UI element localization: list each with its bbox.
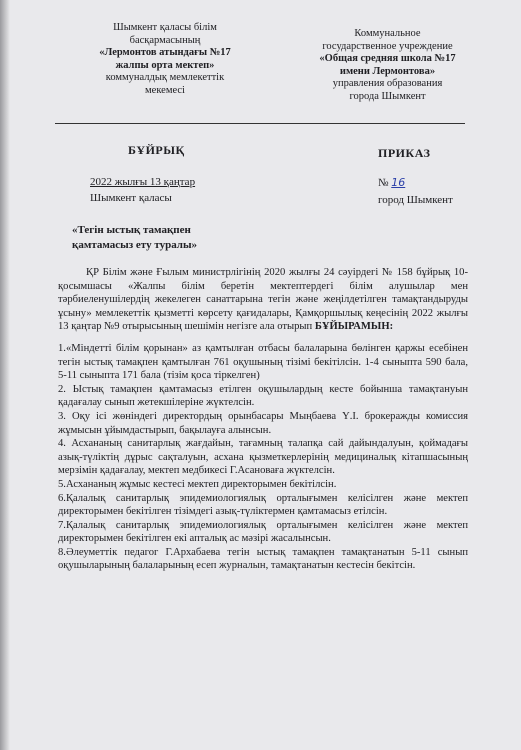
header-right-line: Коммунальное xyxy=(354,28,421,39)
number-label: № xyxy=(378,177,389,189)
header-left xyxy=(85,22,245,97)
order-date: 2022 жылғы 13 қаңтар xyxy=(90,176,196,188)
header-right-line: имени Лермонтова» xyxy=(339,65,436,77)
header-divider xyxy=(55,123,465,124)
header-right-line: государственное учреждение xyxy=(322,40,453,52)
intro-paragraph xyxy=(58,266,468,334)
header-right-line: управления образования xyxy=(332,78,443,89)
order-item: 2. Ыстық тамақпен қамтамасыз етілген оқушылардың кесте бойынша тамақтануын қадағалау сынып жетекшілеріне жүктелсін. xyxy=(58,383,468,409)
order-item: 1.«Міндетті білім қорынан» аз қамтылған отбасы балаларына бөлінген қаржы есебінен тегін ыстық тамақпен қамтылған 761 оқушының тізімі бекітілсін. 1-4 сыныпта 590 бала, 5-11 сыныпта 171 бала (тізім қоса тіркелген) xyxy=(58,342,468,382)
subject-line: «Тегін ыстық тамақпен xyxy=(72,224,191,236)
order-number xyxy=(378,176,405,189)
header-left-line: Шымкент қаласы білім xyxy=(113,22,217,33)
page-shadow xyxy=(0,0,10,750)
header-left-line: «Лермонтов атындағы №17 xyxy=(99,47,231,58)
order-item: 7.Қалалық санитарлық эпидемиологиялық орталығымен келісілген және мектеп директорымен бекітілген екі апталық ас мәзірі жасалынсын. xyxy=(58,519,468,545)
subject-line: қамтамасыз ету туралы» xyxy=(72,239,198,251)
order-body xyxy=(58,266,468,573)
order-item: 6.Қалалық санитарлық эпидемиологиялық орталығымен келісілген және мектеп директорымен бекітілген тізімдегі азық-түліктермен қамтамасыз етілсін. xyxy=(58,492,468,518)
order-item: 4. Асхананың санитарлық жағдайын, тағамның талапқа сай дайындалуын, қоймадағы азық-түліктің дұрыс сақталуын, асхана қызметкерлерінің медициналық кітапшасының мерзімін қадағалау, мектеп медбикесі Г.Асановаға жүктелсін. xyxy=(58,438,468,477)
city-russian: город Шымкент xyxy=(378,194,453,206)
header-right xyxy=(305,28,470,103)
header-left-line: басқармасының xyxy=(129,34,201,46)
intro-bold: БҰЙЫРАМЫН: xyxy=(314,321,394,333)
title-kazakh: БҰЙРЫҚ xyxy=(128,143,185,157)
order-item: 5.Асхананың жұмыс кестесі мектеп директорымен бекітілсін. xyxy=(58,478,337,490)
header-right-line: города Шымкент xyxy=(349,90,426,102)
title-russian: ПРИКАЗ xyxy=(378,146,431,160)
header-left-line: жалпы орта мектеп» xyxy=(115,59,215,71)
order-item: 8.Әлеуметтік педагог Г.Архабаева тегін ыстық тамақпен тамақтанатын 5-11 сынып оқушыларының балаларының есеп журналын, тамақтанатын кестесін бекітсін. xyxy=(58,546,468,572)
header-left-line: мекемесі xyxy=(145,84,185,96)
city-kazakh: Шымкент қаласы xyxy=(90,192,172,204)
header-right-line: «Общая средняя школа №17 xyxy=(319,53,456,64)
intro-text: ҚР Білім және Ғылым министрлігінің 2020 жылғы 24 сәуірдегі № 158 бұйрық 10-қосымшасы «Жалпы білім беретін мектептердегі білім алушылар мен тәрбиеленушілердің жекелеген санаттарына тегін және жеңілдетілген тамақтандыруды ұсыну» мемлекеттік қызметті көрсету қағидалары, Қамқоршылық кеңесінің 2022 жылғы 13 қаңтар №9 отырысының шешімін негізге ала отырып xyxy=(58,267,468,333)
order-item: 3. Оқу ісі жөніндегі директордың орынбасары Мыңбаева Ү.І. брокеражды комиссия жұмысын ұйымдастырып, бақылауға алынсын. xyxy=(58,410,468,436)
header-left-line: коммуналдық мемлекеттік xyxy=(105,72,225,83)
number-value-handwritten: 16 xyxy=(391,176,406,189)
